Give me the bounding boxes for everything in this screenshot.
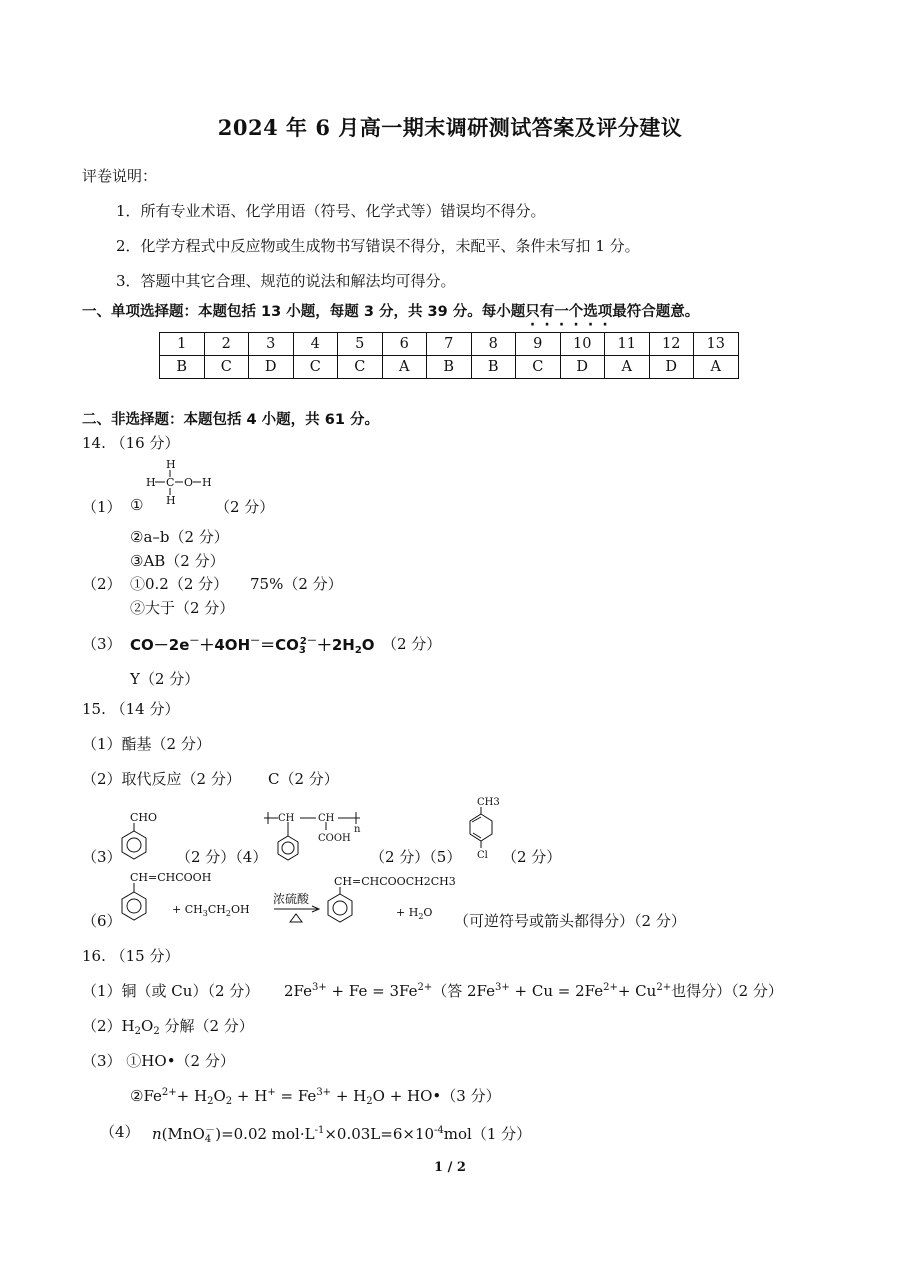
q15-p6-label: （6） — [82, 912, 122, 930]
q16-heading: 16. （15 分） — [82, 947, 180, 965]
question-number: 4 — [293, 333, 338, 356]
svg-text:CHO: CHO — [130, 811, 158, 824]
q16-p2: $(2)H_2O_2$ 分解（2 分） — [82, 1017, 254, 1037]
note-3: 3．答题中其它合理、规范的说法和解法均可得分。 — [116, 272, 456, 290]
section1-heading: 一、单项选择题：本题包括 13 小题，每题 3 分，共 39 分。每小题只有一个选项最符合题意。 — [82, 304, 700, 320]
svg-text:CH=CHCOOH: CH=CHCOOH — [130, 871, 212, 884]
answer-choice: A — [605, 356, 650, 379]
answer-choice: D — [649, 356, 694, 379]
svg-text:H: H — [146, 476, 156, 489]
question-number: 10 — [560, 333, 605, 356]
q16-p4-calc: n(MnO$_4$－)=0.02 $mol\cdot L^{-1}\times 0.03L=6\times 10^{-4}mol(1$ 分） — [152, 1125, 532, 1145]
answer-choice: B — [160, 356, 205, 379]
question-number: 8 — [471, 333, 516, 356]
polymer-structure — [262, 806, 362, 866]
question-number: 12 — [649, 333, 694, 356]
page-number: 1 / 2 — [434, 1160, 466, 1175]
answer-choice: B — [427, 356, 472, 379]
answer-choice: A — [382, 356, 427, 379]
question-number: 3 — [249, 333, 294, 356]
answer-table — [159, 332, 739, 379]
q15-p5-score: （2 分） — [502, 848, 562, 866]
q15-p2b: C（2 分） — [268, 770, 339, 788]
question-number: 9 — [516, 333, 561, 356]
section2-heading: 二、非选择题：本题包括 4 小题，共 61 分。 — [82, 412, 379, 428]
ethyl-cinnamate-structure — [326, 868, 456, 924]
q15-p2: （2）取代反应（2 分） — [82, 770, 241, 788]
answer-choice: D — [249, 356, 294, 379]
benzaldehyde-structure — [118, 808, 168, 862]
answer-choice: C — [204, 356, 249, 379]
answer-choice: C — [516, 356, 561, 379]
svg-text:H: H — [166, 494, 176, 507]
svg-text:CH: CH — [318, 813, 335, 824]
svg-text:CH: CH — [278, 813, 295, 824]
q15-p3-score: （2 分）（4） — [176, 848, 268, 866]
q14-p3-y: Y（2 分） — [130, 670, 200, 688]
answer-number-row — [160, 333, 739, 356]
answer-choice: C — [293, 356, 338, 379]
methanol-structure — [140, 456, 220, 508]
answer-choice: A — [694, 356, 739, 379]
answer-choice-row — [160, 356, 739, 379]
q14-p1-label: （1） — [82, 498, 122, 516]
q16-p1-label: （1）铜（或 Cu）（2 分） — [82, 982, 260, 1000]
q14-p3-score: （2 分） — [382, 635, 442, 653]
question-number: 5 — [338, 333, 383, 356]
svg-text:Cl: Cl — [477, 850, 488, 861]
q14-p1-b: ②a–b（2 分） — [130, 528, 229, 546]
svg-text:H: H — [166, 458, 176, 471]
q14-p1-a: ① — [130, 496, 144, 514]
question-number: 13 — [694, 333, 739, 356]
q14-heading: 14. （16 分） — [82, 434, 180, 452]
q14-p2-a: ①0.2（2 分） — [130, 575, 229, 593]
q14-p2-b: ②大于（2 分） — [130, 599, 235, 617]
co-electrode-equation: $CO-2e^-+4OH^-=CO_3^{2-}+2H_2O$ — [130, 636, 375, 656]
q14-p1-a-score: （2 分） — [215, 498, 275, 516]
question-number: 7 — [427, 333, 472, 356]
question-number: 11 — [605, 333, 650, 356]
reaction-condition: 浓硫酸 — [273, 892, 310, 906]
q15-p3-label: （3） — [82, 848, 122, 866]
question-number: 1 — [160, 333, 205, 356]
svg-text:C: C — [166, 476, 175, 489]
q15-p4-score: （2 分）（5） — [370, 848, 462, 866]
q15-p6-note: （可逆符号或箭头都得分）（2 分） — [454, 912, 686, 930]
q14-p2-a2: 75%（2 分） — [250, 575, 343, 593]
q14-p1-c: ③AB（2 分） — [130, 552, 225, 570]
q15-heading: 15. （14 分） — [82, 700, 180, 718]
svg-text:CH=CHCOOCH2CH3: CH=CHCOOCH2CH3 — [334, 875, 456, 888]
q14-p2-label: （2） — [82, 575, 122, 593]
q16-p3b-equation: $②Fe^{2+}+ H_2O_2 + H^+ = Fe^{3+} + H_2O$ + HO•（3 分） — [130, 1087, 501, 1107]
question-number: 2 — [204, 333, 249, 356]
q16-p3a: （3） ①HO•（2 分） — [82, 1052, 235, 1070]
chlorotoluene-structure — [465, 794, 505, 860]
note-1: 1．所有专业术语、化学用语（符号、化学式等）错误均不得分。 — [116, 202, 546, 220]
page-title: 2024 年 6 月高一期末调研测试答案及评分建议 — [217, 115, 683, 140]
q15-p1: （1）酯基（2 分） — [82, 735, 211, 753]
ethanol-formula: + $CH_3CH_2OH$ — [172, 903, 250, 918]
svg-text:H: H — [202, 476, 212, 489]
svg-text:O: O — [184, 476, 194, 489]
q16-p4-label: （4） — [100, 1123, 140, 1141]
svg-text:COOH: COOH — [318, 833, 351, 844]
reaction-arrow-icon — [272, 906, 324, 924]
water-formula: + $H_2O$ — [396, 906, 433, 921]
question-number: 6 — [382, 333, 427, 356]
q16-p1-equation: $2Fe^{3+} + Fe = 3Fe^{2+}$（答 $2Fe^{3+} + Cu = 2Fe^{2+}+ Cu^{2+}$也得分）（2 分） — [284, 982, 783, 1000]
answer-choice: C — [338, 356, 383, 379]
notes-heading: 评卷说明： — [82, 167, 158, 185]
answer-choice: D — [560, 356, 605, 379]
svg-text:CH3: CH3 — [477, 797, 500, 808]
svg-text:n: n — [354, 824, 361, 835]
answer-choice: B — [471, 356, 516, 379]
note-2: 2．化学方程式中反应物或生成物书写错误不得分，未配平、条件未写扣 1 分。 — [116, 237, 640, 255]
q14-p3-label: （3） — [82, 635, 122, 653]
